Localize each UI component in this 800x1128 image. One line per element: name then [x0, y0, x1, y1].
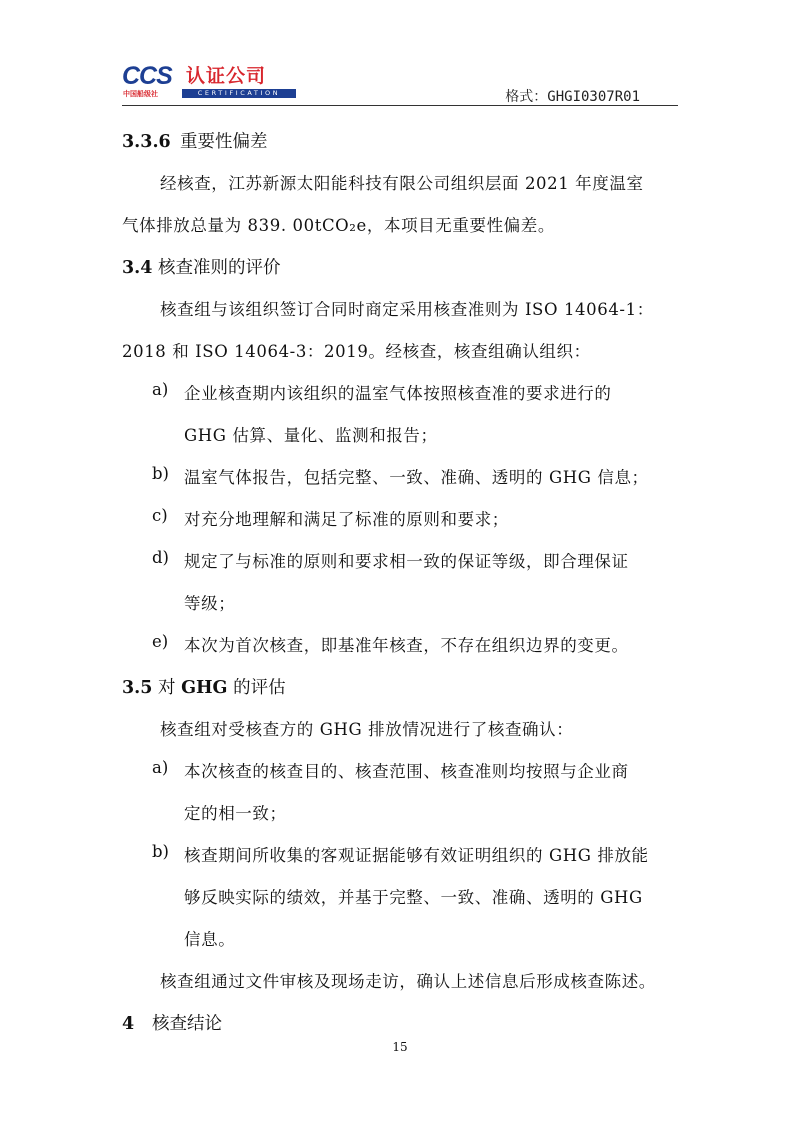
list-item-text: 信息。 [184, 930, 236, 949]
logo-ccs-text: CCS [122, 62, 172, 90]
section-heading-3-3-6 [122, 128, 268, 153]
list-marker: d) [152, 548, 169, 567]
paragraph-line: 核查组通过文件审核及现场走访，确认上述信息后形成核查陈述。 [160, 972, 656, 991]
list-item-text: 对充分地理解和满足了标准的原则和要求； [184, 510, 509, 529]
section-number: 3.4 [122, 258, 153, 278]
paragraph-line: 2018 和 ISO 14064-3：2019。经核查，核查组确认组织： [122, 342, 591, 361]
logo-cn-text: 认证公司 [186, 65, 267, 87]
section-title-prefix: 对 [158, 678, 182, 698]
ccs-certification-logo [122, 60, 302, 100]
paragraph-line: 气体排放总量为 839. 00tCO₂e，本项目无重要性偏差。 [122, 216, 555, 235]
section-heading-3-4 [122, 254, 281, 279]
list-item-text: 定的相一致； [184, 804, 287, 823]
list-marker: b) [152, 842, 169, 861]
list-item-text: 等级； [184, 594, 236, 613]
list-marker: c) [152, 506, 168, 525]
list-item-text: 核查期间所收集的客观证据能够有效证明组织的 GHG 排放能 [184, 846, 649, 865]
list-item-text: 温室气体报告，包括完整、一致、准确、透明的 GHG 信息； [184, 468, 649, 487]
section-title: 核查结论 [152, 1014, 222, 1034]
page-number: 15 [392, 1040, 408, 1054]
list-marker: a) [152, 758, 169, 777]
list-marker: b) [152, 464, 169, 483]
section-title-suffix: 的评估 [227, 678, 286, 698]
section-heading-3-5 [122, 674, 286, 699]
section-number: 3.5 [122, 678, 153, 698]
list-item-text: 企业核查期内该组织的温室气体按照核查准的要求进行的 [184, 384, 612, 403]
list-item-text: 够反映实际的绩效，并基于完整、一致、准确、透明的 GHG [184, 888, 643, 907]
paragraph-line: 经核查，江苏新源太阳能科技有限公司组织层面 2021 年度温室 [160, 174, 644, 193]
list-marker: a) [152, 380, 169, 399]
page-header [122, 60, 678, 106]
section-heading-4 [122, 1010, 222, 1035]
format-code: 格式：GHGI0307R01 [505, 89, 640, 105]
logo-sub-cn: 中国船级社 [123, 90, 158, 98]
logo-sub-en: CERTIFICATION [182, 89, 296, 98]
list-item-text: 规定了与标准的原则和要求相一致的保证等级，即合理保证 [184, 552, 629, 571]
list-item-text: 本次核查的核查目的、核查范围、核查准则均按照与企业商 [184, 762, 629, 781]
section-number: 4 [122, 1014, 135, 1034]
section-number: 3.3.6 [122, 132, 171, 152]
paragraph-line: 核查组与该组织签订合同时商定采用核查准则为 ISO 14064-1： [160, 300, 654, 319]
header-divider [122, 105, 678, 106]
list-marker: e) [152, 632, 169, 651]
paragraph-line: 核查组对受核查方的 GHG 排放情况进行了核查确认： [160, 720, 574, 739]
list-item-text: 本次为首次核查，即基准年核查，不存在组织边界的变更。 [184, 636, 629, 655]
section-title: 重要性偏差 [180, 132, 268, 152]
list-item-text: GHG 估算、量化、监测和报告； [184, 426, 438, 445]
section-title: 核查准则的评价 [158, 258, 281, 278]
section-title-ghg: GHG [181, 678, 228, 698]
